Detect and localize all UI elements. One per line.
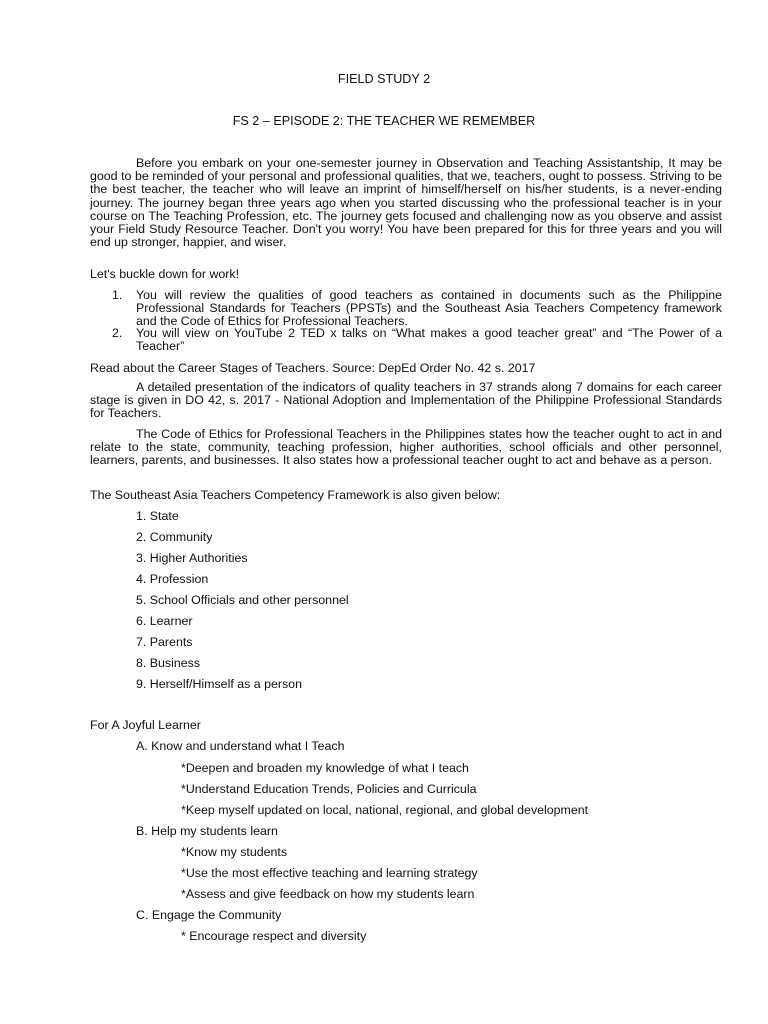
section-item: *Understand Education Trends, Policies and Curricula xyxy=(181,782,477,796)
section-item: *Keep myself updated on local, national, regional, and global development xyxy=(181,803,589,817)
framework-item: 8. Business xyxy=(136,656,201,670)
framework-item: 1. State xyxy=(136,509,179,523)
section-label: C. Engage the Community xyxy=(136,908,282,922)
framework-item: 2. Community xyxy=(136,530,213,544)
task-item-1 xyxy=(112,289,722,329)
section-item: *Assess and give feedback on how my students learn xyxy=(181,887,475,901)
framework-intro-text: The Southeast Asia Teachers Competency Framework is also given below: xyxy=(90,488,501,502)
detailed-paragraph xyxy=(90,381,722,421)
section-label: A. Know and understand what I Teach xyxy=(136,739,345,753)
joyful-learner-heading: For A Joyful Learner xyxy=(90,718,201,732)
episode-title: FS 2 – EPISODE 2: THE TEACHER WE REMEMBER xyxy=(232,114,536,128)
section-item: *Know my students xyxy=(181,845,288,859)
framework-item: 5. School Officials and other personnel xyxy=(136,593,349,607)
framework-item: 9. Herself/Himself as a person xyxy=(136,677,302,691)
intro-text: Before you embark on your one-semester journey in Observation and Teaching Assistantship, It may be good to be reminded of your personal and professional qualities, that we, teachers, ought to possess. Striving to be the best teacher, the teacher who will leave an imprint of himself/herself on his/her students, is a never-ending journey. The journey began three years ago when you started discussing who the professional teacher is in your course on The Teaching Profession, etc. The journey gets focused and challenging now as you observe and assist your Field Study Resource Teacher. Don't you worry! You have been prepared for this for three years and you will end up stronger, happier, and wiser. xyxy=(90,156,722,250)
task-text: You will review the qualities of good teachers as contained in documents such as the Philippine Professional Standards for Teachers (PPSTs) and the Southeast Asia Teachers Competency framework and the Code of Ethics for Professional Teachers. xyxy=(136,288,722,329)
framework-item: 4. Profession xyxy=(136,572,209,586)
code-ethics-text: The Code of Ethics for Professional Teachers in the Philippines states how the teacher ought to act in and relate to the state, community, teaching profession, higher authorities, school officials and other personnel, learners, parents, and businesses. It also states how a professional teacher ought to act and behave as a person. xyxy=(90,427,722,468)
framework-item: 3. Higher Authorities xyxy=(136,551,248,565)
section-label: B. Help my students learn xyxy=(136,824,278,838)
section-item: *Deepen and broaden my knowledge of what I teach xyxy=(181,761,469,775)
task-number: 1. xyxy=(112,288,123,302)
buckle-down-text: Let's buckle down for work! xyxy=(90,267,240,281)
intro-paragraph xyxy=(90,157,722,249)
section-item: *Use the most effective teaching and learning strategy xyxy=(181,866,478,880)
framework-item: 7. Parents xyxy=(136,635,193,649)
section-item: * Encourage respect and diversity xyxy=(181,929,367,943)
code-ethics-paragraph xyxy=(90,428,722,468)
detailed-text: A detailed presentation of the indicators of quality teachers in 37 strands along 7 domains for each career stage is given in DO 42, s. 2017 - National Adoption and Implementation of the Philippine Professional Standards for Teachers. xyxy=(90,380,722,421)
task-number: 2. xyxy=(112,326,123,340)
task-text: You will view on YouTube 2 TED x talks on “What makes a good teacher great” and “The Power of a Teacher” xyxy=(136,326,722,354)
framework-item: 6. Learner xyxy=(136,614,193,628)
task-item-2 xyxy=(112,327,722,353)
read-about-text: Read about the Career Stages of Teachers. Source: DepEd Order No. 42 s. 2017 xyxy=(90,361,536,375)
document-title: FIELD STUDY 2 xyxy=(337,72,431,86)
